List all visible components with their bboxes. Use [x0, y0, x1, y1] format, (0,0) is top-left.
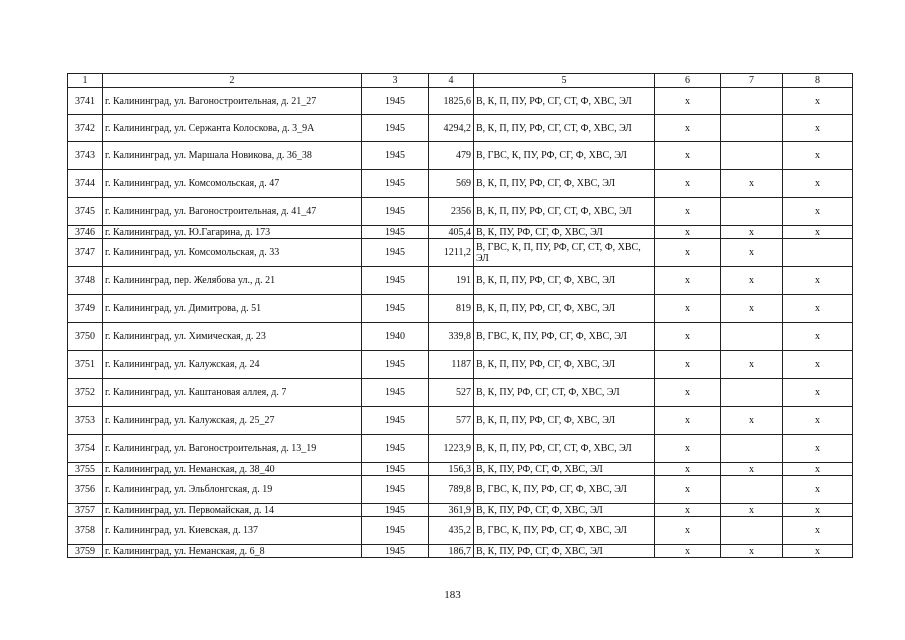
- area-cell: 4294,2: [429, 115, 474, 142]
- col6-mark: x: [655, 170, 721, 198]
- row-number: 3754: [68, 435, 103, 463]
- area-cell: 339,8: [429, 323, 474, 351]
- table-row: [68, 88, 853, 115]
- address-cell: г. Калининград, ул. Комсомольская, д. 47: [103, 170, 362, 198]
- column-header: 6: [655, 74, 721, 88]
- table-row: [68, 351, 853, 379]
- table-row: [68, 115, 853, 142]
- table-row: [68, 239, 853, 267]
- table-row: [68, 198, 853, 226]
- services-cell: В, К, ПУ, РФ, СГ, Ф, ХВС, ЭЛ: [474, 463, 655, 476]
- year-cell: 1945: [362, 115, 429, 142]
- col8-mark: x: [783, 88, 853, 115]
- address-cell: г. Калининград, пер. Желябова ул., д. 21: [103, 267, 362, 295]
- col6-mark: x: [655, 295, 721, 323]
- housing-register-table: [67, 73, 853, 558]
- table-row: [68, 476, 853, 504]
- col6-mark: x: [655, 88, 721, 115]
- column-header: 1: [68, 74, 103, 88]
- services-cell: В, К, П, ПУ, РФ, СГ, СТ, Ф, ХВС, ЭЛ: [474, 115, 655, 142]
- row-number: 3758: [68, 517, 103, 545]
- col8-mark: x: [783, 226, 853, 239]
- year-cell: 1945: [362, 239, 429, 267]
- col8-mark: x: [783, 435, 853, 463]
- table-row: [68, 545, 853, 558]
- year-cell: 1945: [362, 463, 429, 476]
- col7-mark: [721, 198, 783, 226]
- year-cell: 1945: [362, 170, 429, 198]
- table-row: [68, 170, 853, 198]
- row-number: 3759: [68, 545, 103, 558]
- services-cell: В, К, П, ПУ, РФ, СГ, Ф, ХВС, ЭЛ: [474, 295, 655, 323]
- address-cell: г. Калининград, ул. Маршала Новикова, д. 36_38: [103, 142, 362, 170]
- services-cell: В, ГВС, К, П, ПУ, РФ, СГ, СТ, Ф, ХВС, ЭЛ: [474, 239, 655, 267]
- table-row: [68, 435, 853, 463]
- year-cell: 1945: [362, 545, 429, 558]
- address-cell: г. Калининград, ул. Сержанта Колоскова, д. 3_9А: [103, 115, 362, 142]
- col7-mark: x: [721, 504, 783, 517]
- services-cell: В, К, П, ПУ, РФ, СГ, Ф, ХВС, ЭЛ: [474, 351, 655, 379]
- col8-mark: x: [783, 463, 853, 476]
- col8-mark: [783, 239, 853, 267]
- row-number: 3752: [68, 379, 103, 407]
- year-cell: 1945: [362, 435, 429, 463]
- table-row: [68, 407, 853, 435]
- address-cell: г. Калининград, ул. Каштановая аллея, д. 7: [103, 379, 362, 407]
- col6-mark: x: [655, 435, 721, 463]
- services-cell: В, ГВС, К, ПУ, РФ, СГ, Ф, ХВС, ЭЛ: [474, 142, 655, 170]
- address-cell: г. Калининград, ул. Вагоностроительная, д. 13_19: [103, 435, 362, 463]
- column-header: 4: [429, 74, 474, 88]
- row-number: 3751: [68, 351, 103, 379]
- year-cell: 1945: [362, 88, 429, 115]
- table-row: [68, 267, 853, 295]
- col6-mark: x: [655, 239, 721, 267]
- address-cell: г. Калининград, ул. Калужская, д. 24: [103, 351, 362, 379]
- year-cell: 1945: [362, 198, 429, 226]
- col6-mark: x: [655, 115, 721, 142]
- col7-mark: x: [721, 170, 783, 198]
- col8-mark: x: [783, 351, 853, 379]
- year-cell: 1945: [362, 476, 429, 504]
- area-cell: 361,9: [429, 504, 474, 517]
- area-cell: 405,4: [429, 226, 474, 239]
- col7-mark: [721, 379, 783, 407]
- area-cell: 527: [429, 379, 474, 407]
- col6-mark: x: [655, 476, 721, 504]
- services-cell: В, К, ПУ, РФ, СГ, Ф, ХВС, ЭЛ: [474, 504, 655, 517]
- col8-mark: x: [783, 379, 853, 407]
- col7-mark: x: [721, 463, 783, 476]
- area-cell: 1825,6: [429, 88, 474, 115]
- services-cell: В, К, П, ПУ, РФ, СГ, Ф, ХВС, ЭЛ: [474, 170, 655, 198]
- row-number: 3755: [68, 463, 103, 476]
- column-header: 3: [362, 74, 429, 88]
- table-row: [68, 504, 853, 517]
- row-number: 3744: [68, 170, 103, 198]
- address-cell: г. Калининград, ул. Киевская, д. 137: [103, 517, 362, 545]
- address-cell: г. Калининград, ул. Первомайская, д. 14: [103, 504, 362, 517]
- year-cell: 1945: [362, 142, 429, 170]
- table-row: [68, 142, 853, 170]
- address-cell: г. Калининград, ул. Неманская, д. 38_40: [103, 463, 362, 476]
- services-cell: В, К, ПУ, РФ, СГ, Ф, ХВС, ЭЛ: [474, 226, 655, 239]
- col7-mark: [721, 517, 783, 545]
- col7-mark: x: [721, 226, 783, 239]
- col8-mark: x: [783, 504, 853, 517]
- col7-mark: [721, 476, 783, 504]
- row-number: 3753: [68, 407, 103, 435]
- col8-mark: x: [783, 267, 853, 295]
- row-number: 3743: [68, 142, 103, 170]
- year-cell: 1940: [362, 323, 429, 351]
- table-row: [68, 226, 853, 239]
- area-cell: 789,8: [429, 476, 474, 504]
- col8-mark: x: [783, 517, 853, 545]
- header-row: [68, 74, 853, 88]
- col6-mark: x: [655, 142, 721, 170]
- col6-mark: x: [655, 198, 721, 226]
- col8-mark: x: [783, 170, 853, 198]
- area-cell: 2356: [429, 198, 474, 226]
- col8-mark: x: [783, 476, 853, 504]
- col6-mark: x: [655, 504, 721, 517]
- area-cell: 819: [429, 295, 474, 323]
- year-cell: 1945: [362, 407, 429, 435]
- row-number: 3745: [68, 198, 103, 226]
- col7-mark: [721, 88, 783, 115]
- col7-mark: [721, 115, 783, 142]
- col6-mark: x: [655, 267, 721, 295]
- services-cell: В, К, П, ПУ, РФ, СГ, СТ, Ф, ХВС, ЭЛ: [474, 88, 655, 115]
- year-cell: 1945: [362, 226, 429, 239]
- col7-mark: [721, 142, 783, 170]
- services-cell: В, ГВС, К, ПУ, РФ, СГ, Ф, ХВС, ЭЛ: [474, 476, 655, 504]
- column-header: 7: [721, 74, 783, 88]
- col7-mark: x: [721, 351, 783, 379]
- year-cell: 1945: [362, 504, 429, 517]
- col8-mark: x: [783, 115, 853, 142]
- address-cell: г. Калининград, ул. Химическая, д. 23: [103, 323, 362, 351]
- column-header: 2: [103, 74, 362, 88]
- col8-mark: x: [783, 545, 853, 558]
- col6-mark: x: [655, 545, 721, 558]
- services-cell: В, К, П, ПУ, РФ, СГ, Ф, ХВС, ЭЛ: [474, 267, 655, 295]
- address-cell: г. Калининград, ул. Вагоностроительная, д. 41_47: [103, 198, 362, 226]
- services-cell: В, ГВС, К, ПУ, РФ, СГ, Ф, ХВС, ЭЛ: [474, 517, 655, 545]
- column-header: 8: [783, 74, 853, 88]
- area-cell: 156,3: [429, 463, 474, 476]
- address-cell: г. Калининград, ул. Вагоностроительная, д. 21_27: [103, 88, 362, 115]
- col8-mark: x: [783, 323, 853, 351]
- area-cell: 191: [429, 267, 474, 295]
- col6-mark: x: [655, 379, 721, 407]
- services-cell: В, К, ПУ, РФ, СГ, СТ, Ф, ХВС, ЭЛ: [474, 379, 655, 407]
- area-cell: 435,2: [429, 517, 474, 545]
- col8-mark: x: [783, 407, 853, 435]
- col7-mark: x: [721, 267, 783, 295]
- table-row: [68, 379, 853, 407]
- col7-mark: x: [721, 407, 783, 435]
- col6-mark: x: [655, 463, 721, 476]
- address-cell: г. Калининград, ул. Димитрова, д. 51: [103, 295, 362, 323]
- table-row: [68, 323, 853, 351]
- services-cell: В, К, П, ПУ, РФ, СГ, СТ, Ф, ХВС, ЭЛ: [474, 198, 655, 226]
- col6-mark: x: [655, 226, 721, 239]
- col7-mark: x: [721, 239, 783, 267]
- table-body: [68, 74, 853, 558]
- services-cell: В, К, П, ПУ, РФ, СГ, СТ, Ф, ХВС, ЭЛ: [474, 435, 655, 463]
- address-cell: г. Калининград, ул. Эльблонгская, д. 19: [103, 476, 362, 504]
- services-cell: В, К, П, ПУ, РФ, СГ, Ф, ХВС, ЭЛ: [474, 407, 655, 435]
- row-number: 3748: [68, 267, 103, 295]
- area-cell: 1211,2: [429, 239, 474, 267]
- col7-mark: x: [721, 295, 783, 323]
- area-cell: 479: [429, 142, 474, 170]
- col6-mark: x: [655, 407, 721, 435]
- year-cell: 1945: [362, 379, 429, 407]
- row-number: 3741: [68, 88, 103, 115]
- services-cell: В, К, ПУ, РФ, СГ, Ф, ХВС, ЭЛ: [474, 545, 655, 558]
- year-cell: 1945: [362, 267, 429, 295]
- row-number: 3746: [68, 226, 103, 239]
- col7-mark: x: [721, 545, 783, 558]
- year-cell: 1945: [362, 295, 429, 323]
- address-cell: г. Калининград, ул. Калужская, д. 25_27: [103, 407, 362, 435]
- address-cell: г. Калининград, ул. Ю.Гагарина, д. 173: [103, 226, 362, 239]
- table-row: [68, 463, 853, 476]
- area-cell: 186,7: [429, 545, 474, 558]
- col6-mark: x: [655, 517, 721, 545]
- col8-mark: x: [783, 198, 853, 226]
- col8-mark: x: [783, 295, 853, 323]
- address-cell: г. Калининград, ул. Неманская, д. 6_8: [103, 545, 362, 558]
- table-row: [68, 295, 853, 323]
- year-cell: 1945: [362, 351, 429, 379]
- column-header: 5: [474, 74, 655, 88]
- col6-mark: x: [655, 323, 721, 351]
- row-number: 3756: [68, 476, 103, 504]
- col8-mark: x: [783, 142, 853, 170]
- area-cell: 1223,9: [429, 435, 474, 463]
- area-cell: 569: [429, 170, 474, 198]
- area-cell: 577: [429, 407, 474, 435]
- address-cell: г. Калининград, ул. Комсомольская, д. 33: [103, 239, 362, 267]
- year-cell: 1945: [362, 517, 429, 545]
- row-number: 3750: [68, 323, 103, 351]
- row-number: 3757: [68, 504, 103, 517]
- col7-mark: [721, 323, 783, 351]
- services-cell: В, ГВС, К, ПУ, РФ, СГ, Ф, ХВС, ЭЛ: [474, 323, 655, 351]
- col7-mark: [721, 435, 783, 463]
- row-number: 3747: [68, 239, 103, 267]
- row-number: 3749: [68, 295, 103, 323]
- table-row: [68, 517, 853, 545]
- area-cell: 1187: [429, 351, 474, 379]
- row-number: 3742: [68, 115, 103, 142]
- col6-mark: x: [655, 351, 721, 379]
- page-number: 183: [444, 589, 461, 601]
